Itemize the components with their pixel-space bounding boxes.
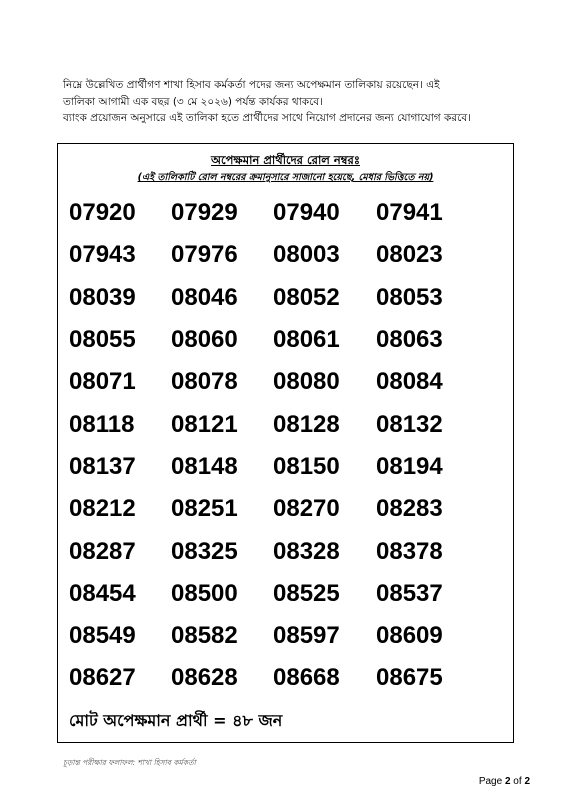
roll-number: 08060	[171, 326, 238, 354]
roll-number: 08628	[171, 664, 238, 692]
roll-number: 08251	[171, 495, 238, 523]
roll-number: 08084	[376, 368, 443, 396]
roll-number: 08525	[273, 579, 340, 607]
roll-number: 08003	[273, 241, 340, 269]
roll-number: 08080	[273, 368, 340, 396]
roll-number: 08500	[171, 579, 238, 607]
intro-line-2: তালিকা আগামী এক বছর (৩ মে ২০২৬) পর্যন্ত কার্যকর থাকবে।	[63, 95, 323, 108]
roll-number: 08118	[69, 410, 135, 438]
roll-number: 08052	[273, 283, 340, 311]
roll-number: 08150	[273, 452, 340, 480]
roll-number: 08582	[171, 622, 238, 650]
footer-document-title: চূড়ান্ত পরীক্ষার ফলাফল: শাখা হিসাব কর্মকর্তা	[63, 758, 196, 767]
roll-number: 07929	[171, 199, 238, 227]
page-total: 2	[524, 776, 530, 787]
roll-number: 08537	[376, 579, 443, 607]
roll-number: 07920	[69, 199, 136, 227]
roll-number: 08627	[69, 664, 136, 692]
roll-number: 08078	[171, 368, 238, 396]
roll-number: 08071	[69, 368, 136, 396]
waiting-list-title	[58, 152, 513, 171]
roll-number: 08675	[376, 664, 443, 692]
roll-number: 08283	[376, 495, 443, 523]
roll-number: 08212	[69, 495, 136, 523]
waiting-list-title-text: অপেক্ষমান প্রার্থীদের রোল নম্বরঃ	[211, 153, 360, 167]
roll-number: 07976	[171, 241, 238, 269]
roll-number: 08270	[273, 495, 340, 523]
waiting-list-subtitle-text: (এই তালিকাটি রোল নম্বরের ক্রমানুসারে সাজানো হয়েছে, মেধার ভিত্তিতে নয়)	[137, 172, 434, 183]
roll-number: 08023	[376, 241, 443, 269]
waiting-list-subtitle	[58, 171, 513, 186]
page-number	[479, 776, 530, 787]
roll-number: 08609	[376, 622, 443, 650]
roll-number: 08328	[273, 537, 340, 565]
roll-number: 08061	[273, 326, 340, 354]
page-prefix: Page	[478, 776, 505, 787]
page-current: 2	[504, 776, 511, 787]
roll-number: 08063	[376, 326, 443, 354]
intro-line-3: ব্যাংক প্রয়োজন অনুসারে এই তালিকা হতে প্রার্থীদের সাথে নিয়োগ প্রদানের জন্য যোগাযোগ করবে।	[63, 112, 471, 124]
roll-number: 08055	[69, 326, 136, 354]
roll-number: 08128	[273, 410, 340, 438]
roll-number: 07941	[376, 199, 443, 227]
roll-number: 08668	[273, 664, 340, 692]
intro-line-1: নিম্নে উল্লেখিত প্রার্থীগণ শাখা হিসাব কর্মকর্তা পদের জন্য অপেক্ষমান তালিকায় রয়েছেন। এই	[63, 79, 440, 91]
roll-number: 08039	[69, 283, 136, 311]
roll-number: 08046	[171, 283, 238, 311]
intro-paragraph	[63, 77, 533, 127]
roll-number: 08287	[69, 537, 136, 565]
roll-number: 08148	[171, 452, 238, 480]
roll-number-grid	[69, 192, 466, 700]
roll-number: 08132	[376, 410, 443, 438]
roll-number: 08194	[376, 452, 443, 480]
roll-number: 08053	[376, 283, 443, 311]
roll-number: 08121	[171, 410, 238, 438]
roll-number: 08549	[69, 622, 136, 650]
total-count: মোট অপেক্ষমান প্রার্থী = ৪৮ জন	[69, 711, 283, 730]
waiting-list-box	[57, 143, 514, 743]
roll-number: 08597	[273, 622, 340, 650]
roll-number: 07943	[69, 241, 136, 269]
roll-number: 08137	[69, 452, 136, 480]
roll-number: 07940	[273, 199, 340, 227]
roll-number: 08378	[376, 537, 443, 565]
roll-number: 08454	[69, 579, 136, 607]
page-middle: of	[510, 776, 525, 787]
roll-number: 08325	[171, 537, 238, 565]
